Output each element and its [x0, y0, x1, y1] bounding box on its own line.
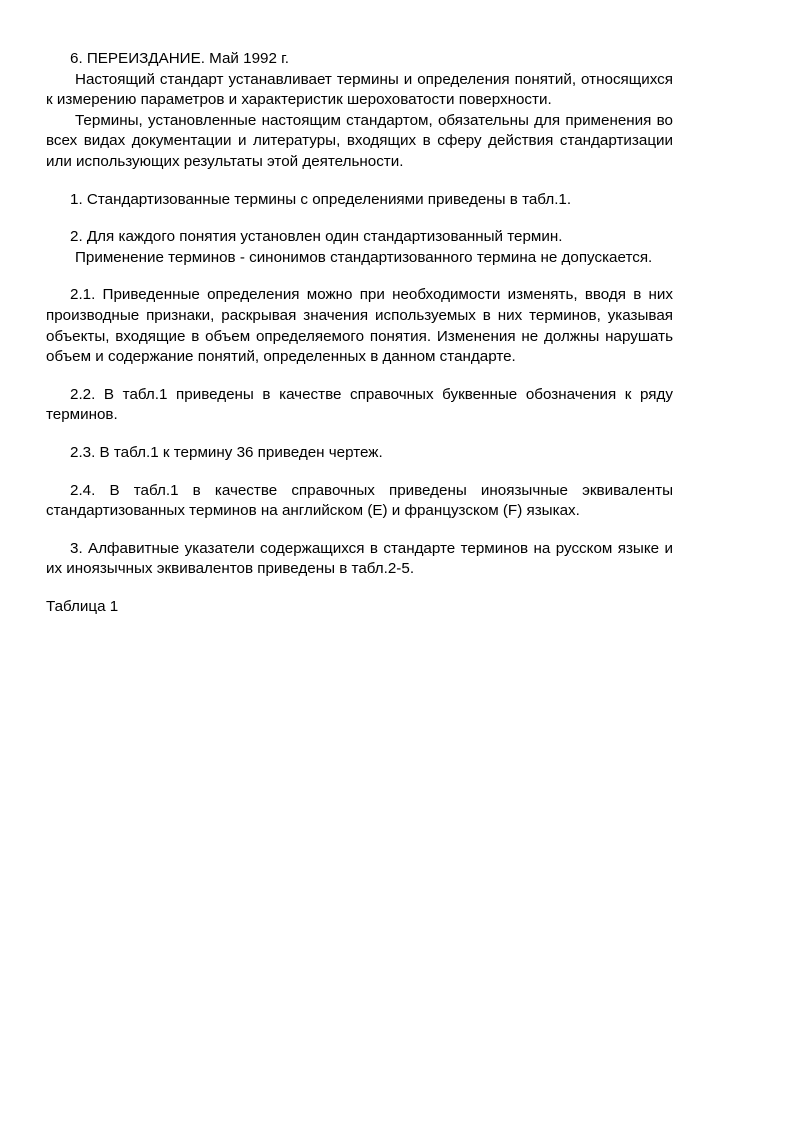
clause-2-1: 2.1. Приведенные определения можно при необходимости изменять, вводя в них производные признаки, раскрывая значения используемых в них терминов, указывая объекты, входящие в объем определяемого понятия. Изменения не должны нарушать объем и содержание понятий, определенных в данном стандарте.	[46, 286, 673, 366]
clause-1: 1. Стандартизованные термины с определениями приведены в табл.1.	[70, 190, 572, 208]
document-body	[46, 49, 673, 617]
spacer	[46, 268, 673, 285]
clause-2: 2. Для каждого понятия установлен один стандартизованный термин.	[70, 228, 563, 246]
spacer	[46, 368, 673, 385]
intro-paragraph-mandatory: Термины, установленные настоящим стандартом, обязательны для применения во всех видах документации и литературы, входящих в сферу действия стандартизации или использующих результаты этой деятельности.	[46, 111, 673, 170]
spacer	[46, 210, 673, 227]
clause-2-3: 2.3. В табл.1 к термину 36 приведен чертеж.	[70, 443, 383, 461]
clause-3: 3. Алфавитные указатели содержащихся в стандарте терминов на русском языке и их иноязычных эквивалентов приведены в табл.2-5.	[46, 539, 673, 578]
spacer	[46, 464, 673, 481]
clause-2-4: 2.4. В табл.1 в качестве справочных приведены иноязычные эквиваленты стандартизованных терминов на английском (Е) и французском (F) языках.	[46, 481, 673, 520]
spacer	[46, 173, 673, 190]
spacer	[46, 580, 673, 597]
reissue-line: 6. ПЕРЕИЗДАНИЕ. Май 1992 г.	[70, 50, 290, 67]
table-caption: Таблица 1	[46, 597, 119, 615]
spacer	[46, 522, 673, 539]
intro-paragraph-scope: Настоящий стандарт устанавливает термины и определения понятий, относящихся к измерению параметров и характеристик шероховатости поверхности.	[46, 70, 673, 109]
clause-2-2: 2.2. В табл.1 приведены в качестве справочных буквенные обозначения к ряду терминов.	[46, 385, 673, 424]
clause-2-note: Применение терминов - синонимов стандартизованного термина не допускается.	[75, 248, 653, 266]
spacer	[46, 426, 673, 443]
